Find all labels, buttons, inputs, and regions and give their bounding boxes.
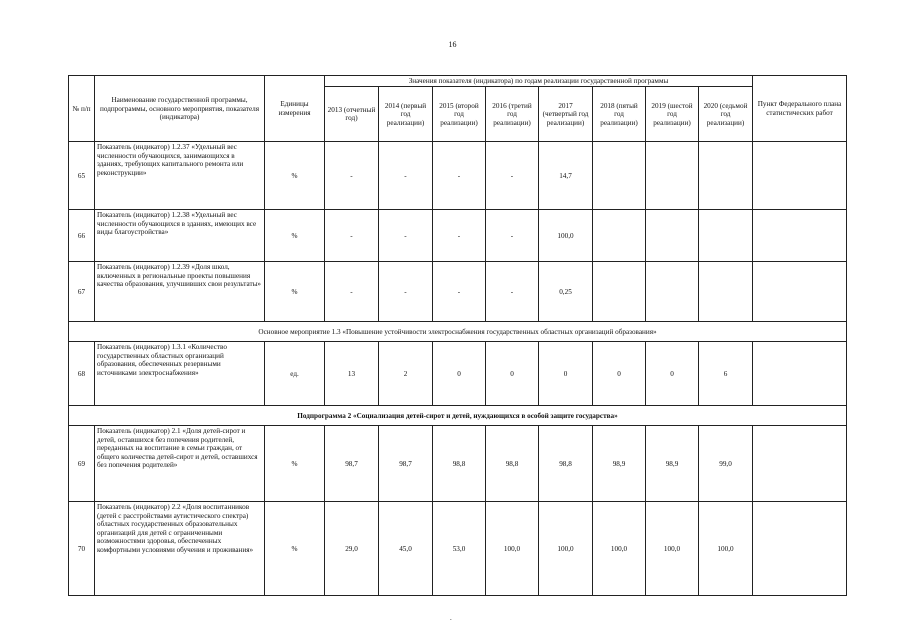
footer-mark: . [450, 614, 452, 622]
row-unit: % [265, 502, 325, 596]
row-value [593, 210, 646, 262]
header-year: 2013 (отчетный год) [325, 87, 379, 142]
header-unit: Единицы измерения [265, 76, 325, 142]
row-value: - [433, 262, 486, 322]
row-value: - [379, 210, 433, 262]
row-value: - [486, 142, 539, 210]
row-num: 66 [69, 210, 95, 262]
row-value: 29,0 [325, 502, 379, 596]
header-year: 2020 (седьмой год реализации) [699, 87, 753, 142]
row-num: 70 [69, 502, 95, 596]
header-year: 2014 (первый год реализации) [379, 87, 433, 142]
row-value [699, 210, 753, 262]
row-value: 100,0 [699, 502, 753, 596]
row-value [699, 262, 753, 322]
row-value: - [379, 262, 433, 322]
row-unit: % [265, 210, 325, 262]
header-year: 2019 (шестой год реализации) [646, 87, 699, 142]
row-value: 0 [539, 342, 593, 406]
section-title: Подпрограмма 2 «Социализация детей-сирот и детей, нуждающихся в особой защите государства» [69, 406, 847, 426]
row-value: 0 [486, 342, 539, 406]
row-plan [753, 142, 847, 210]
row-value [646, 142, 699, 210]
header-year: 2017 (четвертый год реализации) [539, 87, 593, 142]
header-year: 2016 (третий год реализации) [486, 87, 539, 142]
row-value: 0 [433, 342, 486, 406]
row-value: 14,7 [539, 142, 593, 210]
row-value: 98,9 [593, 426, 646, 502]
table-row [69, 262, 847, 322]
row-value: - [379, 142, 433, 210]
indicators-table [68, 75, 847, 596]
row-unit: ед. [265, 342, 325, 406]
row-value: 6 [699, 342, 753, 406]
page-number: 16 [448, 40, 457, 49]
row-value: 99,0 [699, 426, 753, 502]
row-value [699, 142, 753, 210]
header-values-group: Значения показателя (индикатора) по годам реализации государственной программы [325, 76, 753, 87]
row-num: 69 [69, 426, 95, 502]
row-name: Показатель (индикатор) 1.2.37 «Удельный вес численности обучающихся, занимающихся в зданиях, требующих капитального ремонта или реконструкции» [95, 142, 265, 210]
row-name: Показатель (индикатор) 1.2.39 «Доля школ, включенных в региональные проекты повышения качества образования, улучшивших свои результаты» [95, 262, 265, 322]
row-value: 0,25 [539, 262, 593, 322]
row-value: 100,0 [646, 502, 699, 596]
table-row [69, 210, 847, 262]
row-value [593, 262, 646, 322]
row-value [646, 262, 699, 322]
row-value: 2 [379, 342, 433, 406]
row-value: 98,7 [325, 426, 379, 502]
table-row [69, 142, 847, 210]
row-plan [753, 262, 847, 322]
row-value: - [433, 210, 486, 262]
row-num: 68 [69, 342, 95, 406]
table-row [69, 426, 847, 502]
row-name: Показатель (индикатор) 2.1 «Доля детей-сирот и детей, оставшихся без попечения родителей, переданных на воспитание в семьи граждан, от общего количества детей-сирот и детей, оставшихся без попечения родителей» [95, 426, 265, 502]
table-row [69, 342, 847, 406]
row-value [593, 142, 646, 210]
row-value: 0 [646, 342, 699, 406]
row-value: - [433, 142, 486, 210]
row-value: 100,0 [486, 502, 539, 596]
row-num: 65 [69, 142, 95, 210]
row-value: 13 [325, 342, 379, 406]
section-title: Основное мероприятие 1.3 «Повышение устойчивости электроснабжения государственных областных организаций образования» [69, 322, 847, 342]
row-value: 98,8 [539, 426, 593, 502]
row-value: - [325, 142, 379, 210]
row-value: 100,0 [593, 502, 646, 596]
table-row [69, 502, 847, 596]
header-year: 2018 (пятый год реализации) [593, 87, 646, 142]
row-value: 45,0 [379, 502, 433, 596]
header-year: 2015 (второй год реализации) [433, 87, 486, 142]
row-value: - [486, 210, 539, 262]
row-name: Показатель (индикатор) 1.2.38 «Удельный вес численности обучающихся в зданиях, имеющих все виды благоустройства» [95, 210, 265, 262]
row-value: - [325, 210, 379, 262]
row-value: - [325, 262, 379, 322]
row-value: - [486, 262, 539, 322]
row-name: Показатель (индикатор) 1.3.1 «Количество государственных областных организаций образования, обеспеченных резервными источниками электроснабжения» [95, 342, 265, 406]
row-value: 98,7 [379, 426, 433, 502]
row-num: 67 [69, 262, 95, 322]
row-value: 100,0 [539, 210, 593, 262]
header-plan: Пункт Федерального плана статистических работ [753, 76, 847, 142]
row-unit: % [265, 142, 325, 210]
section-row [69, 406, 847, 426]
row-plan [753, 426, 847, 502]
header-num: № п/п [69, 76, 95, 142]
row-unit: % [265, 262, 325, 322]
row-value: 100,0 [539, 502, 593, 596]
row-value: 98,8 [433, 426, 486, 502]
row-value [646, 210, 699, 262]
header-row-1 [69, 76, 847, 87]
row-name: Показатель (индикатор) 2.2 «Доля воспитанников (детей с расстройствами аутистического спектра) областных государственных образовательных организаций для детей с ограниченными возможностями здоровья, обеспеченных комфортными условиями обучения и проживания» [95, 502, 265, 596]
row-plan [753, 210, 847, 262]
row-plan [753, 342, 847, 406]
row-value: 98,9 [646, 426, 699, 502]
header-name: Наименование государственной программы, подпрограммы, основного мероприятия, показателя (индикатора) [95, 76, 265, 142]
row-value: 53,0 [433, 502, 486, 596]
row-value: 0 [593, 342, 646, 406]
section-row [69, 322, 847, 342]
row-unit: % [265, 426, 325, 502]
row-plan [753, 502, 847, 596]
row-value: 98,8 [486, 426, 539, 502]
